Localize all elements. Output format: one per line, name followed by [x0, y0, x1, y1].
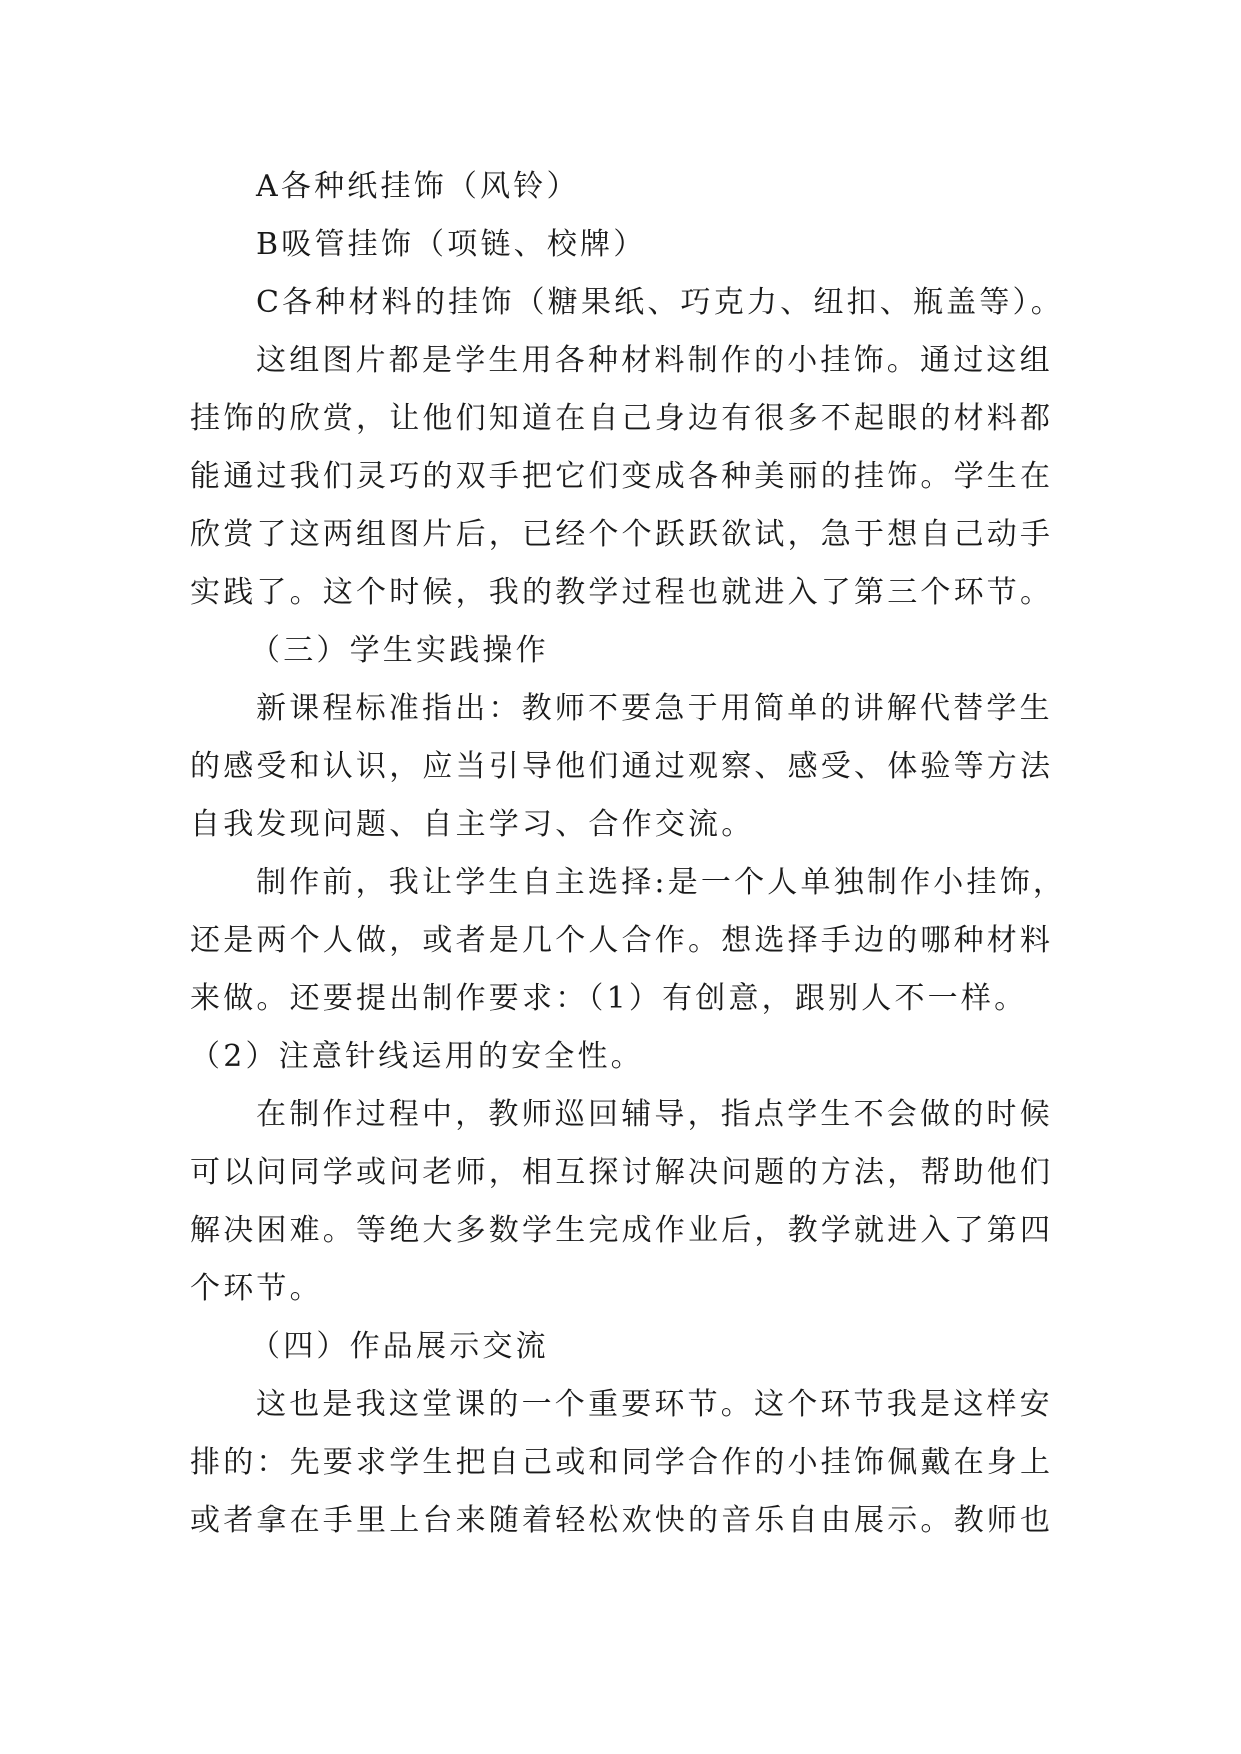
- paragraph-image-appreciation: 这组图片都是学生用各种材料制作的小挂饰。通过这组挂饰的欣赏，让他们知道在自己身边有很多不起眼的材料都能通过我们灵巧的双手把它们变成各种美丽的挂饰。学生在欣赏了这两组图片后，已经个个跃跃欲试，急于想自己动手实践了。这个时候，我的教学过程也就进入了第三个环节。: [190, 343, 1054, 610]
- list-item-a: A各种纸挂饰（风铃）: [256, 169, 580, 204]
- paragraph-safety-requirement: （2）注意针线运用的安全性。: [190, 1039, 644, 1074]
- list-item-b: B吸管挂饰（项链、校牌）: [256, 227, 647, 262]
- paragraph-before-making: 制作前，我让学生自主选择:是一个人单独制作小挂饰，还是两个人做，或者是几个人合作。想选择手边的哪种材料来做。还要提出制作要求：（1）有创意，跟别人不一样。: [190, 865, 1067, 1016]
- list-item-c: C各种材料的挂饰（糖果纸、巧克力、纽扣、瓶盖等）。: [256, 285, 1064, 320]
- paragraph-curriculum-standard: 新课程标准指出：教师不要急于用简单的讲解代替学生的感受和认识，应当引导他们通过观察、感受、体验等方法自我发现问题、自主学习、合作交流。: [190, 691, 1054, 842]
- section-heading-practice: （三）学生实践操作: [250, 633, 549, 668]
- paragraph-showcase: 这也是我这堂课的一个重要环节。这个环节我是这样安排的：先要求学生把自己或和同学合作的小挂饰佩戴在身上或者拿在手里上台来随着轻松欢快的音乐自由展示。教师也: [190, 1387, 1054, 1538]
- section-heading-showcase: （四）作品展示交流: [250, 1329, 549, 1364]
- document-body: [190, 158, 1070, 1550]
- paragraph-making-process: 在制作过程中，教师巡回辅导，指点学生不会做的时候可以问同学或问老师，相互探讨解决问题的方法，帮助他们解决困难。等绝大多数学生完成作业后，教学就进入了第四个环节。: [190, 1097, 1054, 1306]
